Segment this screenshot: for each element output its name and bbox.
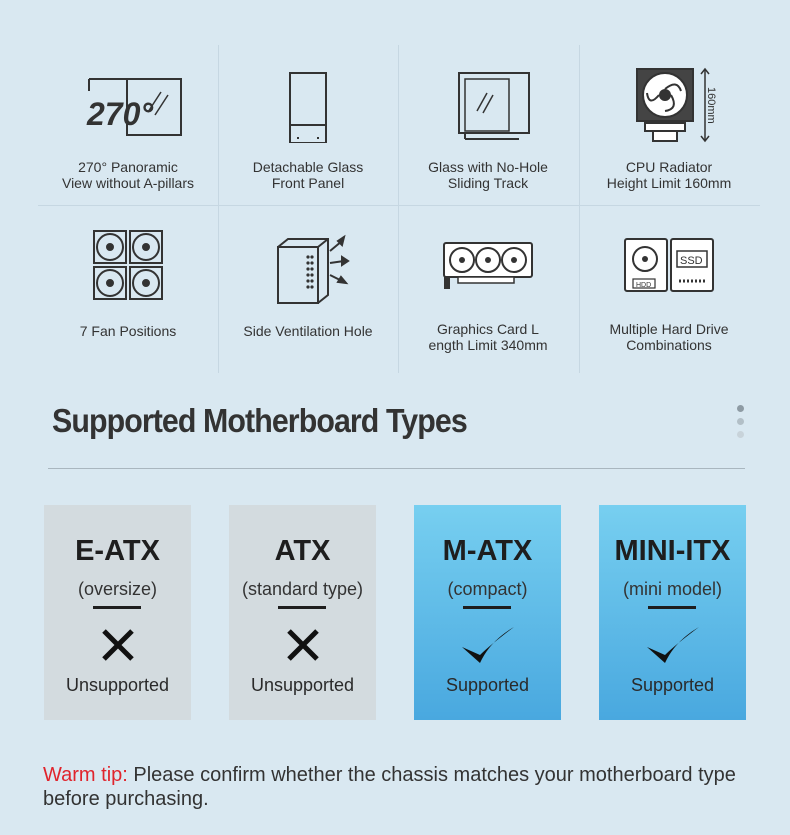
feature-label: Multiple Hard Drive [609, 321, 729, 337]
feature-label: Front Panel [271, 175, 345, 191]
cross-icon [229, 625, 376, 665]
section-divider [48, 468, 745, 469]
feature-label: CPU Radiator [625, 159, 713, 175]
board-status: Supported [445, 675, 530, 695]
feature-hard-drive [579, 205, 759, 365]
graphics-card-icon [398, 227, 578, 307]
side-vent-icon [218, 227, 398, 307]
divider [278, 606, 326, 609]
feature-label: Side Ventilation Hole [243, 323, 373, 339]
feature-label: Sliding Track [447, 175, 529, 191]
board-card-m-atx [414, 505, 561, 720]
feature-grid [38, 45, 760, 373]
board-status: Unsupported [250, 675, 355, 695]
board-name: M-ATX [442, 535, 533, 567]
board-status: Unsupported [65, 675, 170, 695]
checkmark-icon [599, 625, 746, 665]
board-name: MINI-ITX [614, 535, 731, 567]
feature-glass-front [218, 45, 398, 205]
decorative-dots [737, 405, 744, 444]
cpu-cooler-icon [579, 67, 759, 147]
feature-label: Glass with No-Hole [428, 159, 548, 175]
feature-label: ength Limit 340mm [428, 337, 548, 353]
board-card-atx [229, 505, 376, 720]
board-subtitle: (mini model) [622, 579, 723, 599]
warm-tip-label: Warm tip: [43, 764, 128, 786]
warm-tip [43, 763, 743, 811]
sliding-glass-icon [398, 67, 578, 147]
divider [463, 606, 511, 609]
board-subtitle: (standard type) [241, 579, 364, 599]
feature-label: Combinations [626, 337, 712, 353]
feature-label: Detachable Glass [252, 159, 364, 175]
board-name: E-ATX [75, 535, 160, 567]
cross-icon [44, 625, 191, 665]
panoramic-glass-icon [38, 67, 218, 147]
divider [648, 606, 696, 609]
svg-text:SSD: SSD [680, 255, 703, 267]
feature-label: 270° Panoramic [78, 159, 178, 175]
board-card-e-atx [44, 505, 191, 720]
feature-label: 7 Fan Positions [79, 323, 177, 339]
hard-drive-icon [579, 227, 759, 307]
feature-label: Height Limit 160mm [606, 175, 732, 191]
checkmark-icon [414, 625, 561, 665]
svg-text:160mm: 160mm [705, 87, 717, 124]
feature-label: Graphics Card L [437, 321, 539, 337]
fan-grid-icon [38, 227, 218, 307]
section-title: Supported Motherboard Types [52, 402, 467, 439]
warm-tip-text: Please confirm whether the chassis matches your motherboard type before purchasing. [43, 764, 736, 810]
board-subtitle: (oversize) [77, 579, 157, 599]
feature-panoramic [38, 45, 218, 205]
svg-text:HDD: HDD [636, 282, 652, 289]
glass-front-panel-icon [218, 67, 398, 147]
feature-fans [38, 205, 218, 365]
board-name: ATX [274, 535, 331, 567]
feature-graphics-card [398, 205, 578, 365]
divider [93, 606, 141, 609]
feature-ventilation [218, 205, 398, 365]
feature-label: View without A-pillars [61, 175, 195, 191]
board-subtitle: (compact) [447, 579, 528, 599]
feature-cpu-radiator [579, 45, 759, 205]
svg-text:270°: 270° [87, 96, 154, 132]
board-card-mini-itx [599, 505, 746, 720]
board-status: Supported [630, 675, 715, 695]
feature-sliding-glass [398, 45, 578, 205]
